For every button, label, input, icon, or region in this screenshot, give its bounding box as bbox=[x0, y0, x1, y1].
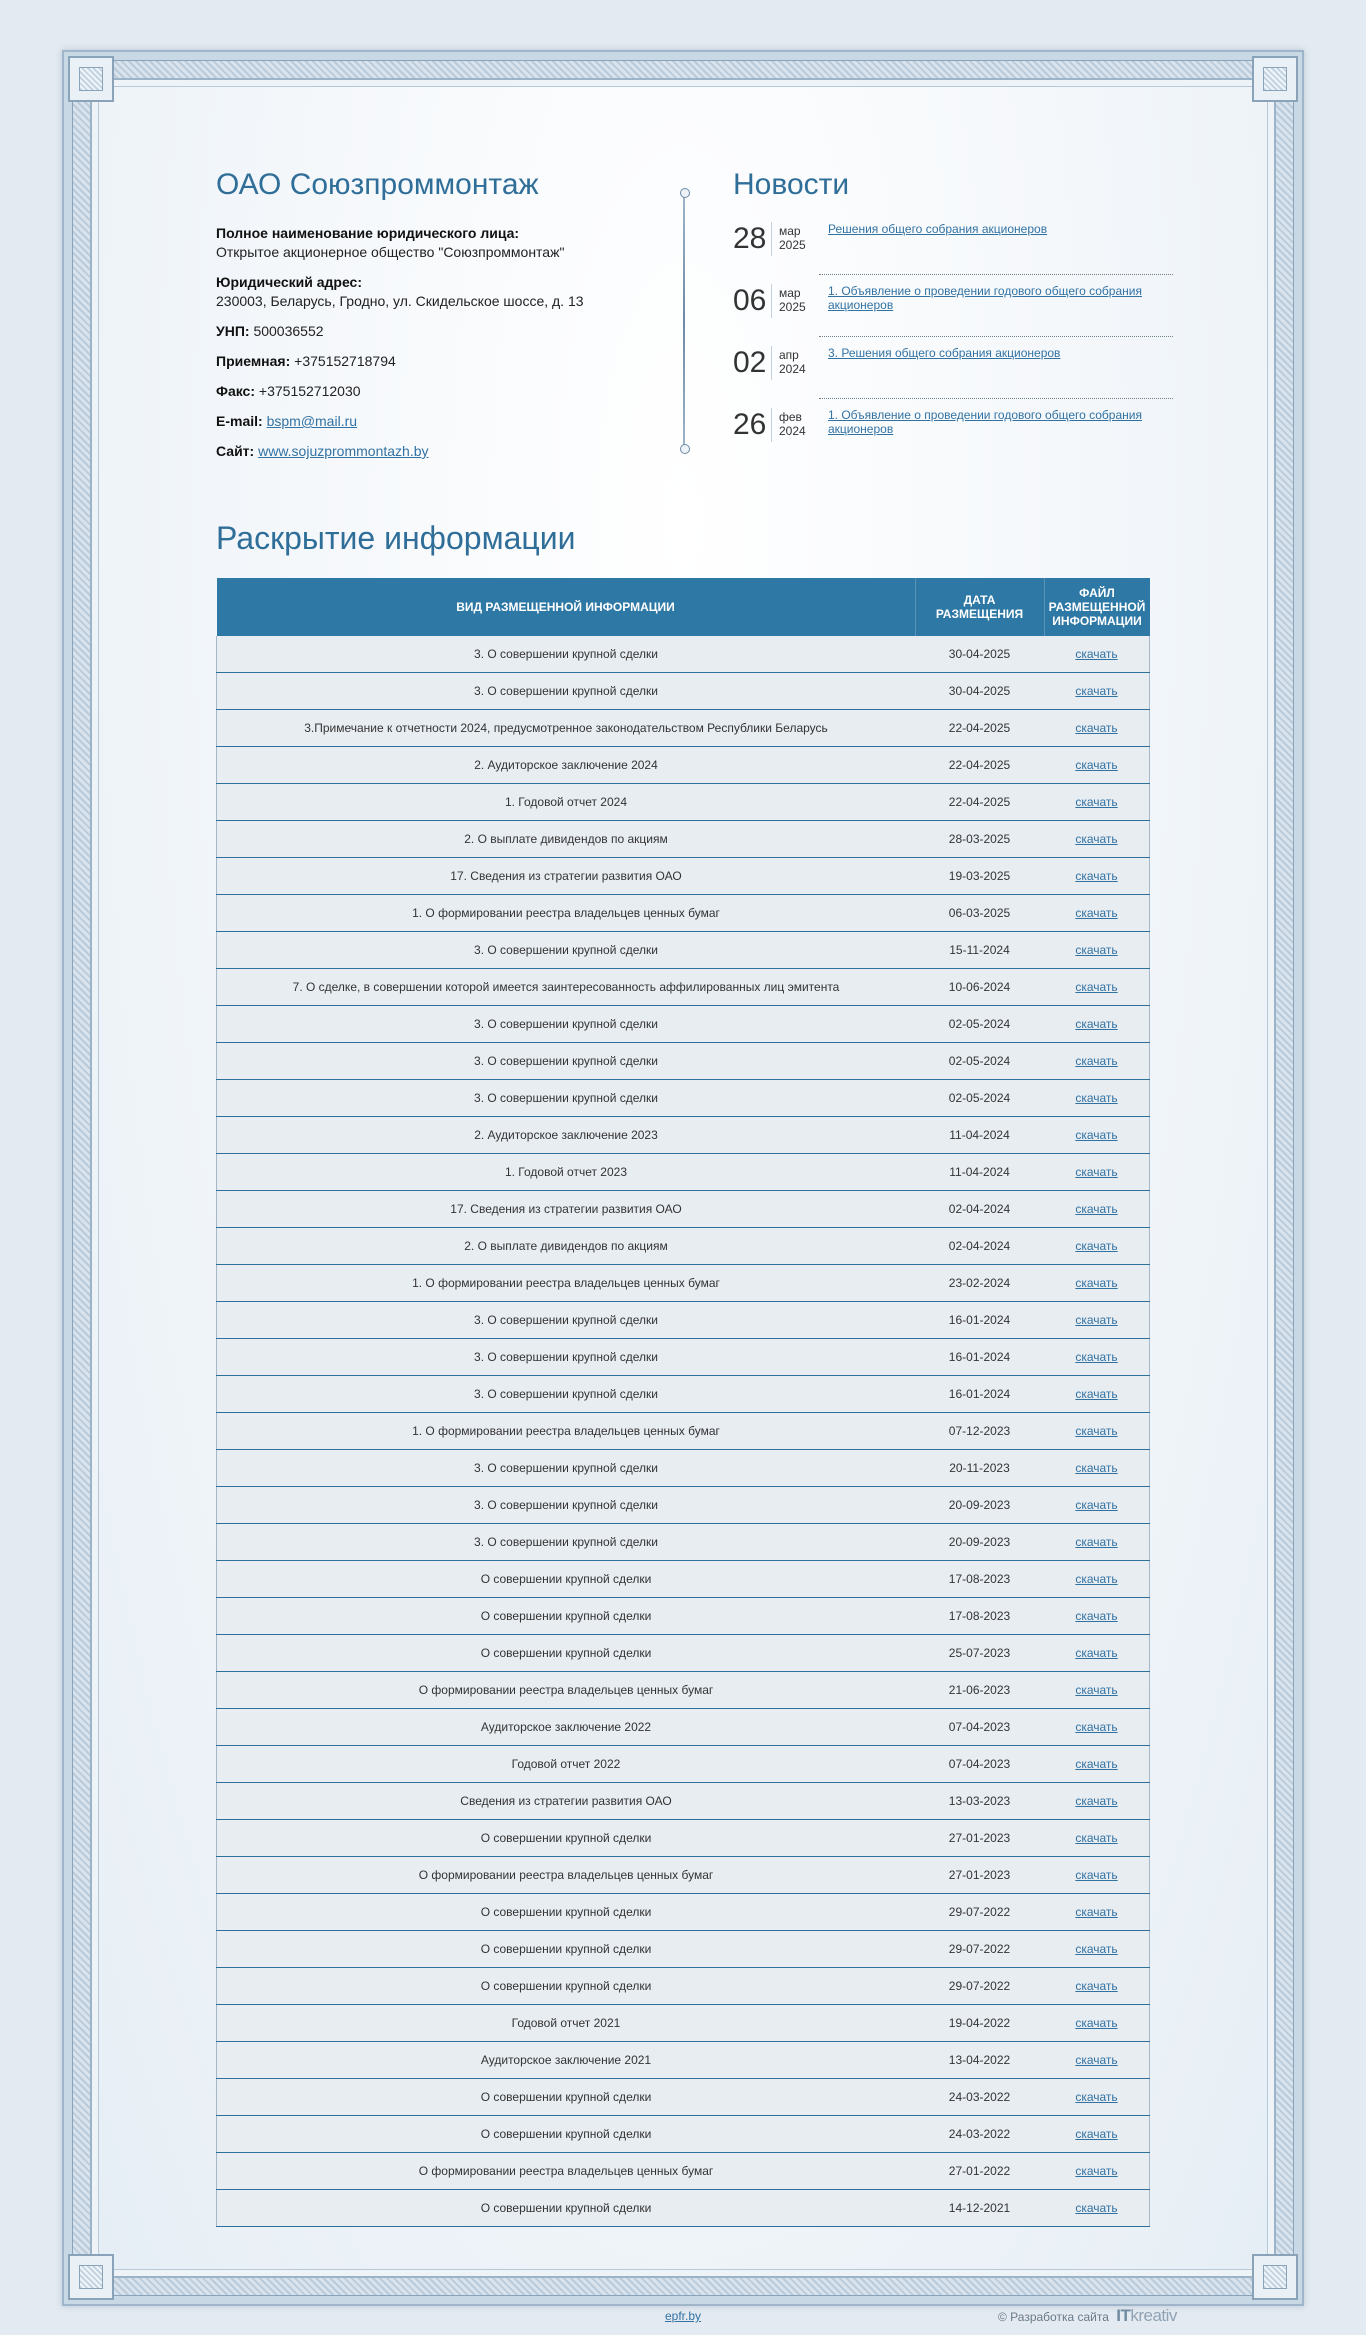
row-info-type: 3. О совершении крупной сделки bbox=[217, 1043, 916, 1080]
row-date: 19-04-2022 bbox=[915, 2005, 1044, 2042]
table-row bbox=[217, 1561, 1150, 1598]
download-link[interactable]: скачать bbox=[1075, 1979, 1118, 1993]
news-item bbox=[733, 220, 1173, 282]
developer-logo-kreativ: kreativ bbox=[1130, 2306, 1177, 2325]
row-date: 16-01-2024 bbox=[915, 1339, 1044, 1376]
row-file-cell bbox=[1044, 1561, 1150, 1598]
download-link[interactable]: скачать bbox=[1075, 1831, 1118, 1845]
row-file-cell bbox=[1044, 673, 1150, 710]
row-date: 02-05-2024 bbox=[915, 1006, 1044, 1043]
row-info-type: О совершении крупной сделки bbox=[217, 1931, 916, 1968]
address-label: Юридический адрес: bbox=[216, 274, 362, 290]
news-link[interactable]: Решения общего собрания акционеров bbox=[828, 222, 1048, 236]
table-row bbox=[217, 1117, 1150, 1154]
download-link[interactable]: скачать bbox=[1075, 758, 1118, 772]
row-file-cell bbox=[1044, 747, 1150, 784]
row-info-type: 2. О выплате дивидендов по акциям bbox=[217, 821, 916, 858]
news-month-year bbox=[779, 348, 806, 376]
site-label: Сайт: bbox=[216, 443, 255, 459]
row-info-type: О совершении крупной сделки bbox=[217, 1561, 916, 1598]
row-file-cell bbox=[1044, 1043, 1150, 1080]
news-separator bbox=[819, 336, 1173, 337]
row-date: 14-12-2021 bbox=[915, 2190, 1044, 2227]
row-date: 17-08-2023 bbox=[915, 1561, 1044, 1598]
table-row bbox=[217, 1968, 1150, 2005]
row-date: 11-04-2024 bbox=[915, 1154, 1044, 1191]
row-file-cell bbox=[1044, 1006, 1150, 1043]
row-date: 29-07-2022 bbox=[915, 1931, 1044, 1968]
row-info-type: 3. О совершении крупной сделки bbox=[217, 1080, 916, 1117]
row-file-cell bbox=[1044, 1376, 1150, 1413]
row-date: 25-07-2023 bbox=[915, 1635, 1044, 1672]
download-link[interactable]: скачать bbox=[1075, 795, 1118, 809]
row-file-cell bbox=[1044, 1820, 1150, 1857]
row-date: 13-03-2023 bbox=[915, 1783, 1044, 1820]
row-file-cell bbox=[1044, 1598, 1150, 1635]
news-year: 2025 bbox=[779, 300, 806, 314]
download-link[interactable]: скачать bbox=[1075, 2164, 1118, 2178]
fullname-label: Полное наименование юридического лица: bbox=[216, 225, 520, 241]
table-row bbox=[217, 1043, 1150, 1080]
download-link[interactable]: скачать bbox=[1075, 647, 1118, 661]
row-info-type: 3. О совершении крупной сделки bbox=[217, 636, 916, 673]
row-date: 17-08-2023 bbox=[915, 1598, 1044, 1635]
row-info-type: 3. О совершении крупной сделки bbox=[217, 1339, 916, 1376]
row-file-cell bbox=[1044, 710, 1150, 747]
download-link[interactable]: скачать bbox=[1075, 2053, 1118, 2067]
news-item bbox=[733, 282, 1173, 344]
company-title: ОАО Союзпроммонтаж bbox=[216, 168, 539, 201]
row-file-cell bbox=[1044, 1487, 1150, 1524]
news-link[interactable]: 1. Объявление о проведении годового общего собрания акционеров bbox=[828, 408, 1142, 436]
download-link[interactable]: скачать bbox=[1075, 1017, 1118, 1031]
news-day: 28 bbox=[733, 222, 772, 256]
table-row bbox=[217, 747, 1150, 784]
row-info-type: 3. О совершении крупной сделки bbox=[217, 673, 916, 710]
row-file-cell bbox=[1044, 932, 1150, 969]
row-date: 02-05-2024 bbox=[915, 1043, 1044, 1080]
row-date: 29-07-2022 bbox=[915, 1894, 1044, 1931]
row-date: 20-09-2023 bbox=[915, 1524, 1044, 1561]
table-header-row bbox=[217, 578, 1150, 636]
table-row bbox=[217, 1413, 1150, 1450]
news-item bbox=[733, 344, 1173, 406]
row-date: 02-04-2024 bbox=[915, 1191, 1044, 1228]
row-file-cell bbox=[1044, 1746, 1150, 1783]
row-info-type: 3. О совершении крупной сделки bbox=[217, 1006, 916, 1043]
row-date: 10-06-2024 bbox=[915, 969, 1044, 1006]
news-day: 26 bbox=[733, 408, 772, 442]
disclosure-table bbox=[216, 578, 1150, 2227]
download-link[interactable]: скачать bbox=[1075, 980, 1118, 994]
news-day: 02 bbox=[733, 346, 772, 380]
row-date: 07-12-2023 bbox=[915, 1413, 1044, 1450]
company-info bbox=[216, 224, 636, 472]
table-row bbox=[217, 1487, 1150, 1524]
row-date: 07-04-2023 bbox=[915, 1709, 1044, 1746]
row-date: 13-04-2022 bbox=[915, 2042, 1044, 2079]
row-file-cell bbox=[1044, 1709, 1150, 1746]
reception-value: +375152718794 bbox=[294, 353, 396, 369]
email-label: E-mail: bbox=[216, 413, 263, 429]
download-link[interactable]: скачать bbox=[1075, 1091, 1118, 1105]
row-date: 16-01-2024 bbox=[915, 1376, 1044, 1413]
row-file-cell bbox=[1044, 1413, 1150, 1450]
table-row bbox=[217, 2005, 1150, 2042]
unp-label: УНП: bbox=[216, 323, 250, 339]
row-date: 11-04-2024 bbox=[915, 1117, 1044, 1154]
row-info-type: Годовой отчет 2022 bbox=[217, 1746, 916, 1783]
table-row bbox=[217, 1931, 1150, 1968]
table-row bbox=[217, 1746, 1150, 1783]
corner-ornament-icon bbox=[68, 2254, 114, 2300]
row-info-type: 17. Сведения из стратегии развития ОАО bbox=[217, 1191, 916, 1228]
email-link[interactable]: bspm@mail.ru bbox=[266, 413, 358, 429]
table-row bbox=[217, 636, 1150, 673]
column-header-type: ВИД РАЗМЕЩЕННОЙ ИНФОРМАЦИИ bbox=[217, 578, 916, 636]
download-link[interactable]: скачать bbox=[1075, 1942, 1118, 1956]
row-info-type: О совершении крупной сделки bbox=[217, 2190, 916, 2227]
download-link[interactable]: скачать bbox=[1075, 1239, 1118, 1253]
row-date: 07-04-2023 bbox=[915, 1746, 1044, 1783]
row-file-cell bbox=[1044, 1894, 1150, 1931]
row-file-cell bbox=[1044, 2153, 1150, 2190]
row-file-cell bbox=[1044, 1265, 1150, 1302]
download-link[interactable]: скачать bbox=[1075, 1868, 1118, 1882]
row-date: 24-03-2022 bbox=[915, 2116, 1044, 2153]
table-row bbox=[217, 1524, 1150, 1561]
row-file-cell bbox=[1044, 1783, 1150, 1820]
row-file-cell bbox=[1044, 1635, 1150, 1672]
row-info-type: О совершении крупной сделки bbox=[217, 2079, 916, 2116]
news-year: 2024 bbox=[779, 362, 806, 376]
row-info-type: 3. О совершении крупной сделки bbox=[217, 1524, 916, 1561]
reception-row bbox=[216, 352, 636, 371]
table-row bbox=[217, 932, 1150, 969]
row-info-type: 7. О сделке, в совершении которой имеется заинтересованность аффилированных лиц эмитента bbox=[217, 969, 916, 1006]
row-date: 19-03-2025 bbox=[915, 858, 1044, 895]
download-link[interactable]: скачать bbox=[1075, 1387, 1118, 1401]
developer-label: © Разработка сайта bbox=[998, 2310, 1109, 2324]
download-link[interactable]: скачать bbox=[1075, 869, 1118, 883]
row-info-type: О совершении крупной сделки bbox=[217, 2116, 916, 2153]
row-file-cell bbox=[1044, 1191, 1150, 1228]
row-file-cell bbox=[1044, 2042, 1150, 2079]
download-link[interactable]: скачать bbox=[1075, 2016, 1118, 2030]
table-row bbox=[217, 1783, 1150, 1820]
row-date: 30-04-2025 bbox=[915, 673, 1044, 710]
row-info-type: О совершении крупной сделки bbox=[217, 1894, 916, 1931]
table-row bbox=[217, 1265, 1150, 1302]
table-row bbox=[217, 1894, 1150, 1931]
download-link[interactable]: скачать bbox=[1075, 1165, 1118, 1179]
row-date: 22-04-2025 bbox=[915, 747, 1044, 784]
row-file-cell bbox=[1044, 636, 1150, 673]
row-date: 27-01-2022 bbox=[915, 2153, 1044, 2190]
row-file-cell bbox=[1044, 821, 1150, 858]
row-date: 02-04-2024 bbox=[915, 1228, 1044, 1265]
table-row bbox=[217, 1450, 1150, 1487]
table-row bbox=[217, 969, 1150, 1006]
table-row bbox=[217, 1709, 1150, 1746]
download-link[interactable]: скачать bbox=[1075, 1276, 1118, 1290]
row-info-type: 3. О совершении крупной сделки bbox=[217, 1302, 916, 1339]
row-info-type: 1. О формировании реестра владельцев ценных бумаг bbox=[217, 895, 916, 932]
fax-value: +375152712030 bbox=[258, 383, 361, 399]
row-info-type: 1. О формировании реестра владельцев ценных бумаг bbox=[217, 1413, 916, 1450]
developer-logo-it: IT bbox=[1116, 2306, 1131, 2325]
row-file-cell bbox=[1044, 1672, 1150, 1709]
news-year: 2025 bbox=[779, 238, 806, 252]
unp-row bbox=[216, 322, 636, 341]
row-date: 27-01-2023 bbox=[915, 1820, 1044, 1857]
news-link[interactable]: 1. Объявление о проведении годового общего собрания акционеров bbox=[828, 284, 1142, 312]
row-info-type: Аудиторское заключение 2022 bbox=[217, 1709, 916, 1746]
row-info-type: 1. Годовой отчет 2023 bbox=[217, 1154, 916, 1191]
row-file-cell bbox=[1044, 858, 1150, 895]
download-link[interactable]: скачать bbox=[1075, 943, 1118, 957]
fax-row bbox=[216, 382, 636, 401]
download-link[interactable]: скачать bbox=[1075, 721, 1118, 735]
download-link[interactable]: скачать bbox=[1075, 684, 1118, 698]
row-info-type: Годовой отчет 2021 bbox=[217, 2005, 916, 2042]
table-row bbox=[217, 1080, 1150, 1117]
fullname-row bbox=[216, 224, 636, 262]
address-value: 230003, Беларусь, Гродно, ул. Скидельское шоссе, д. 13 bbox=[216, 293, 584, 309]
row-date: 06-03-2025 bbox=[915, 895, 1044, 932]
row-file-cell bbox=[1044, 1524, 1150, 1561]
news-item bbox=[733, 406, 1173, 468]
row-date: 21-06-2023 bbox=[915, 1672, 1044, 1709]
row-info-type: О совершении крупной сделки bbox=[217, 1968, 916, 2005]
news-month: апр bbox=[779, 348, 799, 362]
row-info-type: О формировании реестра владельцев ценных бумаг bbox=[217, 1857, 916, 1894]
download-link[interactable]: скачать bbox=[1075, 906, 1118, 920]
download-link[interactable]: скачать bbox=[1075, 1461, 1118, 1475]
row-date: 16-01-2024 bbox=[915, 1302, 1044, 1339]
email-row bbox=[216, 412, 636, 431]
table-row bbox=[217, 858, 1150, 895]
row-info-type: О совершении крупной сделки bbox=[217, 1635, 916, 1672]
row-file-cell bbox=[1044, 1154, 1150, 1191]
row-file-cell bbox=[1044, 1931, 1150, 1968]
row-file-cell bbox=[1044, 1450, 1150, 1487]
news-list bbox=[733, 220, 1173, 468]
row-info-type: 1. Годовой отчет 2024 bbox=[217, 784, 916, 821]
disclosure-title: Раскрытие информации bbox=[216, 520, 576, 556]
row-date: 27-01-2023 bbox=[915, 1857, 1044, 1894]
row-file-cell bbox=[1044, 2005, 1150, 2042]
row-date: 22-04-2025 bbox=[915, 784, 1044, 821]
site-link[interactable]: www.sojuzprommontazh.by bbox=[258, 443, 429, 459]
row-info-type: Аудиторское заключение 2021 bbox=[217, 2042, 916, 2079]
table-row bbox=[217, 1672, 1150, 1709]
row-date: 28-03-2025 bbox=[915, 821, 1044, 858]
row-date: 23-02-2024 bbox=[915, 1265, 1044, 1302]
download-link[interactable]: скачать bbox=[1075, 1646, 1118, 1660]
row-info-type: 2. О выплате дивидендов по акциям bbox=[217, 1228, 916, 1265]
download-link[interactable]: скачать bbox=[1075, 1572, 1118, 1586]
download-link[interactable]: скачать bbox=[1075, 2090, 1118, 2104]
table-row bbox=[217, 2042, 1150, 2079]
download-link[interactable]: скачать bbox=[1075, 1535, 1118, 1549]
table-row bbox=[217, 1857, 1150, 1894]
row-info-type: 1. О формировании реестра владельцев ценных бумаг bbox=[217, 1265, 916, 1302]
table-row bbox=[217, 821, 1150, 858]
row-file-cell bbox=[1044, 2079, 1150, 2116]
row-info-type: 3. О совершении крупной сделки bbox=[217, 1487, 916, 1524]
developer-logo[interactable] bbox=[1116, 2306, 1177, 2325]
news-month: мар bbox=[779, 286, 801, 300]
row-info-type: О формировании реестра владельцев ценных бумаг bbox=[217, 1672, 916, 1709]
table-row bbox=[217, 2116, 1150, 2153]
row-file-cell bbox=[1044, 2116, 1150, 2153]
developer-credit bbox=[998, 2306, 1177, 2326]
row-file-cell bbox=[1044, 1117, 1150, 1154]
news-day: 06 bbox=[733, 284, 772, 318]
row-info-type: О формировании реестра владельцев ценных бумаг bbox=[217, 2153, 916, 2190]
download-link[interactable]: скачать bbox=[1075, 1128, 1118, 1142]
news-month-year bbox=[779, 410, 806, 438]
row-date: 20-09-2023 bbox=[915, 1487, 1044, 1524]
table-row bbox=[217, 1820, 1150, 1857]
download-link[interactable]: скачать bbox=[1075, 2201, 1118, 2215]
download-link[interactable]: скачать bbox=[1075, 1720, 1118, 1734]
news-separator bbox=[819, 274, 1173, 275]
row-info-type: 17. Сведения из стратегии развития ОАО bbox=[217, 858, 916, 895]
row-date: 30-04-2025 bbox=[915, 636, 1044, 673]
section-divider bbox=[683, 192, 685, 450]
news-month: фев bbox=[779, 410, 802, 424]
download-link[interactable]: скачать bbox=[1075, 1905, 1118, 1919]
row-file-cell bbox=[1044, 895, 1150, 932]
row-info-type: 3. О совершении крупной сделки bbox=[217, 932, 916, 969]
column-header-file: ФАЙЛ РАЗМЕЩЕННОЙ ИНФОРМАЦИИ bbox=[1044, 578, 1150, 636]
row-date: 02-05-2024 bbox=[915, 1080, 1044, 1117]
row-info-type: 2. Аудиторское заключение 2024 bbox=[217, 747, 916, 784]
row-file-cell bbox=[1044, 784, 1150, 821]
table-row bbox=[217, 2190, 1150, 2227]
table-row bbox=[217, 1376, 1150, 1413]
download-link[interactable]: скачать bbox=[1075, 832, 1118, 846]
row-file-cell bbox=[1044, 2190, 1150, 2227]
download-link[interactable]: скачать bbox=[1075, 1683, 1118, 1697]
row-file-cell bbox=[1044, 1080, 1150, 1117]
table-row bbox=[217, 1339, 1150, 1376]
table-row bbox=[217, 895, 1150, 932]
row-file-cell bbox=[1044, 1339, 1150, 1376]
table-row bbox=[217, 2079, 1150, 2116]
row-info-type: Сведения из стратегии развития ОАО bbox=[217, 1783, 916, 1820]
footer-link[interactable]: epfr.by bbox=[665, 2309, 702, 2323]
table-row bbox=[217, 784, 1150, 821]
corner-ornament-icon bbox=[1252, 56, 1298, 102]
row-info-type: 3. О совершении крупной сделки bbox=[217, 1376, 916, 1413]
row-info-type: О совершении крупной сделки bbox=[217, 1598, 916, 1635]
download-link[interactable]: скачать bbox=[1075, 1609, 1118, 1623]
table-row bbox=[217, 1154, 1150, 1191]
news-month: мар bbox=[779, 224, 801, 238]
download-link[interactable]: скачать bbox=[1075, 1757, 1118, 1771]
row-date: 20-11-2023 bbox=[915, 1450, 1044, 1487]
table-row bbox=[217, 1302, 1150, 1339]
table-row bbox=[217, 673, 1150, 710]
download-link[interactable]: скачать bbox=[1075, 1054, 1118, 1068]
corner-ornament-icon bbox=[1252, 2254, 1298, 2300]
row-date: 29-07-2022 bbox=[915, 1968, 1044, 2005]
table-row bbox=[217, 1228, 1150, 1265]
download-link[interactable]: скачать bbox=[1075, 1424, 1118, 1438]
row-date: 24-03-2022 bbox=[915, 2079, 1044, 2116]
row-file-cell bbox=[1044, 1968, 1150, 2005]
download-link[interactable]: скачать bbox=[1075, 1794, 1118, 1808]
column-header-date: ДАТА РАЗМЕЩЕНИЯ bbox=[915, 578, 1044, 636]
news-separator bbox=[819, 398, 1173, 399]
row-file-cell bbox=[1044, 969, 1150, 1006]
table-row bbox=[217, 1191, 1150, 1228]
download-link[interactable]: скачать bbox=[1075, 1202, 1118, 1216]
row-date: 22-04-2025 bbox=[915, 710, 1044, 747]
table-row bbox=[217, 2153, 1150, 2190]
table-row bbox=[217, 1006, 1150, 1043]
row-file-cell bbox=[1044, 1857, 1150, 1894]
news-month-year bbox=[779, 224, 806, 252]
row-file-cell bbox=[1044, 1302, 1150, 1339]
row-info-type: 3. О совершении крупной сделки bbox=[217, 1450, 916, 1487]
table-row bbox=[217, 1635, 1150, 1672]
download-link[interactable]: скачать bbox=[1075, 1498, 1118, 1512]
reception-label: Приемная: bbox=[216, 353, 291, 369]
download-link[interactable]: скачать bbox=[1075, 1313, 1118, 1327]
site-row bbox=[216, 442, 636, 461]
row-info-type: О совершении крупной сделки bbox=[217, 1820, 916, 1857]
download-link[interactable]: скачать bbox=[1075, 1350, 1118, 1364]
row-date: 15-11-2024 bbox=[915, 932, 1044, 969]
row-file-cell bbox=[1044, 1228, 1150, 1265]
fullname-value: Открытое акционерное общество "Союзпроммонтаж" bbox=[216, 244, 565, 260]
news-link[interactable]: 3. Решения общего собрания акционеров bbox=[828, 346, 1061, 360]
news-year: 2024 bbox=[779, 424, 806, 438]
row-info-type: 3.Примечание к отчетности 2024, предусмотренное законодательством Республики Беларусь bbox=[217, 710, 916, 747]
table-body bbox=[217, 636, 1150, 2227]
table-row bbox=[217, 1598, 1150, 1635]
table-row bbox=[217, 710, 1150, 747]
unp-value: 500036552 bbox=[253, 323, 324, 339]
address-row bbox=[216, 273, 636, 311]
news-month-year bbox=[779, 286, 806, 314]
row-info-type: 2. Аудиторское заключение 2023 bbox=[217, 1117, 916, 1154]
download-link[interactable]: скачать bbox=[1075, 2127, 1118, 2141]
fax-label: Факс: bbox=[216, 383, 256, 399]
news-title: Новости bbox=[733, 168, 850, 201]
corner-ornament-icon bbox=[68, 56, 114, 102]
